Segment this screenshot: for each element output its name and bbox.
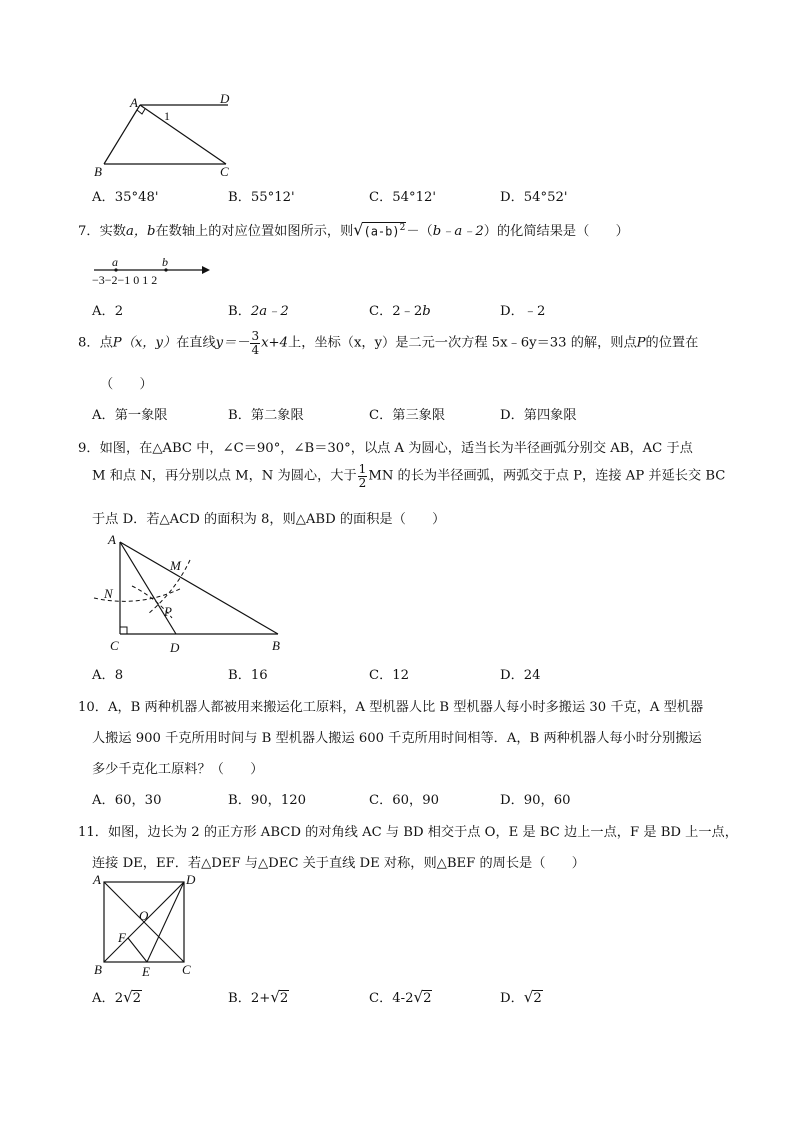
q7-option-c[interactable]: C．2﹣2b: [369, 304, 431, 319]
q9-line-AB: [120, 542, 278, 634]
q9-label-M: M: [170, 558, 181, 573]
q6-line-AC: [140, 105, 226, 164]
q11-label-C: C: [182, 962, 191, 977]
q7-label-b: b: [162, 255, 168, 269]
q7-number-line: [92, 256, 222, 290]
q9-label-A: A: [108, 532, 116, 547]
q7-stem: 7．实数a，b在数轴上的对应位置如图所示，则$√(a-b)^2-(b﹣a﹣2)$的化简结果是（ ）: [78, 220, 629, 239]
q10-option-d[interactable]: D．90，60: [500, 793, 571, 808]
q9-label-D: D: [170, 640, 180, 655]
q9-fraction: $\frac{1}{2}$: [358, 462, 367, 490]
q8-option-d[interactable]: D．第四象限: [500, 408, 577, 423]
q6-right-angle-mark: [137, 109, 145, 114]
q11-label-D: D: [186, 872, 196, 887]
q6-label-A: A: [130, 95, 138, 110]
q9-stem-line1: 9．如图，在△ABC 中，∠C＝90°，∠B＝30°，以点 A 为圆心，适当长为半径画弧分别交 AB，AC 于点: [78, 441, 693, 456]
q6-option-b[interactable]: B．55°12': [228, 190, 295, 205]
q6-label-1: 1: [164, 109, 170, 123]
q7-option-b[interactable]: B．2a﹣2: [228, 304, 289, 319]
q11-square-figure: [90, 872, 210, 982]
q6-option-c[interactable]: C．54°12': [369, 190, 437, 205]
q11-label-B: B: [94, 962, 102, 977]
q6-option-d[interactable]: D．54°52': [500, 190, 568, 205]
q7-tick-labels: −3−2−1 0 1 2: [92, 273, 158, 287]
q11-segment-DE: [147, 882, 184, 962]
q10-option-a[interactable]: A．60，30: [92, 793, 162, 808]
q7-option-a[interactable]: A．2: [92, 304, 124, 319]
q6-option-a[interactable]: A．35°48': [92, 190, 159, 205]
q8-option-b[interactable]: B．第二象限: [228, 408, 304, 423]
q9-label-C: C: [110, 638, 119, 653]
q8-option-a[interactable]: A．第一象限: [92, 408, 168, 423]
q8-option-c[interactable]: C．第三象限: [369, 408, 446, 423]
q7-axis-arrow: [202, 266, 210, 274]
q10-stem-line2: 人搬运 900 千克所用时间与 B 型机器人搬运 600 千克所用时间相等．A，B 两种机器人每小时分别搬运: [92, 731, 702, 746]
q9-triangle-figure: [90, 532, 290, 656]
q11-label-A: A: [93, 872, 101, 887]
q11-stem-line1: 11．如图，边长为 2 的正方形 ABCD 的对角线 AC 与 BD 相交于点 O，E 是 BC 边上一点，F 是 BD 上一点，: [78, 825, 738, 840]
q6-triangle-figure: [92, 91, 252, 180]
q11-option-a[interactable]: A．2√2: [92, 988, 142, 1006]
q9-label-P: P: [164, 604, 172, 619]
q9-option-a[interactable]: A．8: [92, 668, 124, 683]
q11-option-d[interactable]: D．√2: [500, 988, 542, 1006]
q11-segment-EF: [128, 938, 147, 962]
q11-label-F: F: [118, 930, 126, 945]
q9-line-AD: [120, 542, 176, 634]
q9-stem-line2: M 和点 N，再分别以点 M，N 为圆心，大于 $\frac{1}{2}$ MN 的长为半径画弧，两弧交于点 P，连接 AP 并延长交 BC: [92, 462, 726, 490]
q9-option-c[interactable]: C．12: [369, 668, 410, 683]
q10-option-b[interactable]: B．90，120: [228, 793, 307, 808]
q9-stem-line3: 于点 D．若△ACD 的面积为 8，则△ABD 的面积是（ ）: [92, 512, 446, 527]
q9-option-d[interactable]: D．24: [500, 668, 541, 683]
q11-option-b[interactable]: B．2+√2: [228, 988, 289, 1006]
q9-option-b[interactable]: B．16: [228, 668, 268, 683]
q11-option-c[interactable]: C．4-2√2: [369, 988, 432, 1006]
q7-option-d[interactable]: D．﹣2: [500, 304, 546, 319]
q6-line-AB: [104, 105, 140, 164]
q8-stem-line1: 8．点P（x，y）在直线y＝－ $\frac{3}{4}$ x+4上，坐标（x，y）是二元一次方程 5x﹣6y＝33 的解，则点P的位置在: [78, 329, 699, 357]
q6-label-B: B: [94, 164, 102, 179]
q10-stem-line3: 多少千克化工原料？（ ）: [92, 762, 264, 777]
q9-label-B: B: [272, 638, 280, 653]
q9-label-N: N: [104, 586, 113, 601]
q10-option-c[interactable]: C．60，90: [369, 793, 440, 808]
q9-right-angle-mark: [120, 627, 127, 634]
q10-stem-line1: 10．A，B 两种机器人都被用来搬运化工原料，A 型机器人比 B 型机器人每小时多搬运 30 千克，A 型机器: [78, 700, 704, 715]
q6-label-C: C: [220, 164, 229, 179]
q11-stem-line2: 连接 DE，EF．若△DEF 与△DEC 关于直线 DE 对称，则△BEF 的周长是（ ）: [92, 856, 585, 871]
q11-label-E: E: [142, 964, 150, 979]
q8-stem-line2: （ ）: [100, 377, 153, 392]
q7-label-a: a: [112, 255, 118, 269]
q8-fraction: $\frac{3}{4}$: [251, 329, 260, 357]
q11-label-O: O: [139, 908, 149, 923]
q6-label-D: D: [220, 91, 230, 106]
